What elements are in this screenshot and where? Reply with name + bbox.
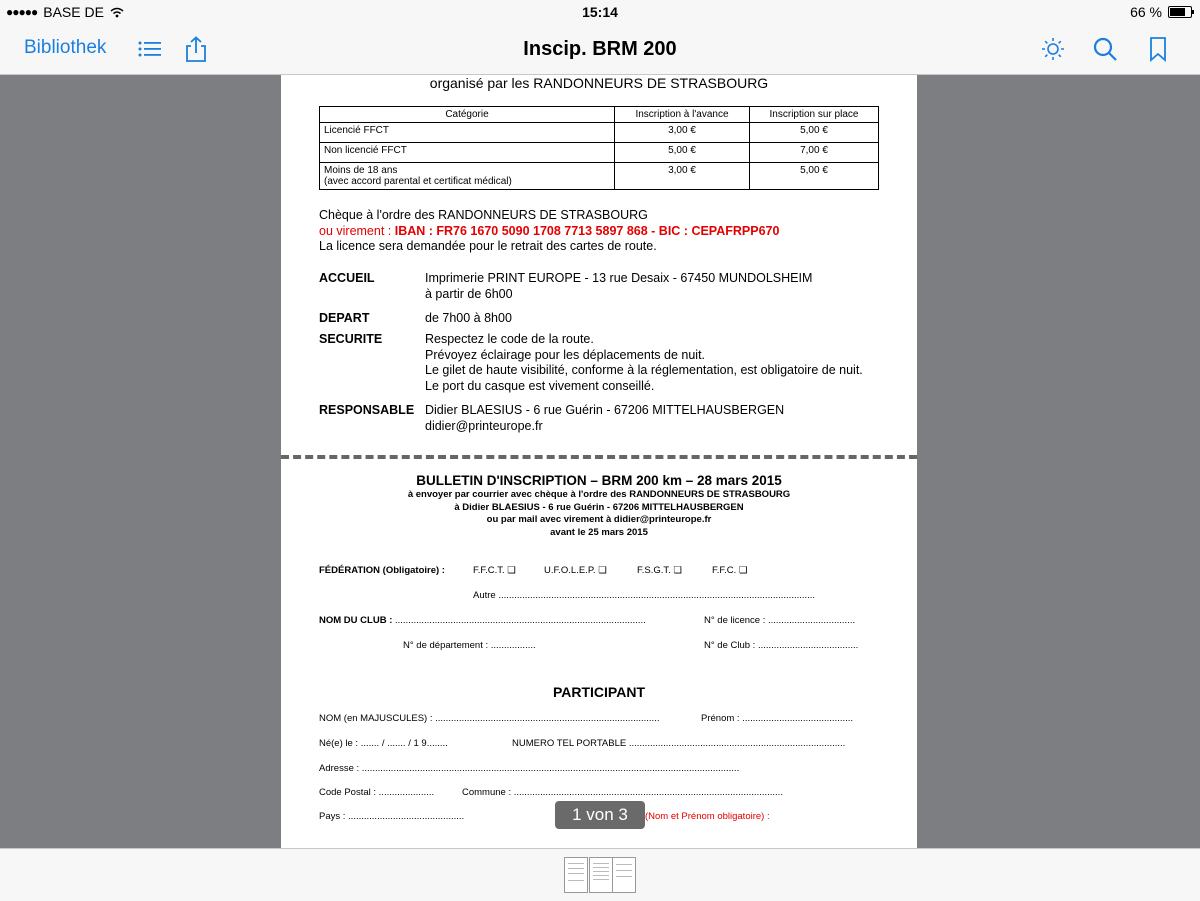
battery-icon — [1168, 6, 1192, 18]
battery-percent: 66 % — [1130, 4, 1162, 20]
club-name-label: NOM DU CLUB : — [319, 615, 393, 626]
phone-field[interactable]: NUMERO TEL PORTABLE .................................................................................. — [512, 738, 846, 749]
iban-text: IBAN : FR76 1670 5090 1708 7713 5897 868 - BIC : CEPAFRPP670 — [394, 223, 780, 238]
table-cell: Non licencié FFCT — [320, 143, 615, 163]
accueil-line: Imprimerie PRINT EUROPE - 13 rue Desaix - 67450 MUNDOLSHEIM — [425, 271, 813, 285]
bulletin-instructions — [281, 489, 917, 539]
payment-block — [319, 208, 779, 255]
table-cell: Licencié FFCT — [320, 123, 615, 143]
table-cell: 5,00 € — [750, 123, 879, 143]
securite-line: Le port du casque est vivement conseillé. — [425, 378, 655, 393]
table-cell: 7,00 € — [750, 143, 879, 163]
bookmark-icon[interactable] — [1145, 36, 1171, 62]
securite-line: Prévoyez éclairage pour les déplacements de nuit. — [425, 347, 706, 362]
search-icon[interactable] — [1092, 36, 1118, 62]
document-title: Inscip. BRM 200 — [523, 38, 677, 60]
table-cell: 3,00 € — [615, 123, 750, 143]
responsable-value — [425, 403, 784, 434]
category-note: (avec accord parental et certificat médical) — [324, 176, 512, 187]
status-bar — [0, 0, 1200, 24]
page-thumbnail-1[interactable] — [564, 857, 588, 893]
club-name-dots: ............................................................................................... — [392, 615, 646, 626]
virement-prefix: ou virement : — [319, 223, 395, 238]
autre-field[interactable]: Autre ........................................................................................................................ — [473, 590, 816, 601]
bulletin-line: ou par mail avec virement à didier@printeurope.fr — [486, 514, 712, 525]
table-header: Inscription sur place — [750, 107, 879, 123]
required-note: (Nom et Prénom obligatoire) : — [645, 811, 770, 822]
page-thumbnail-3[interactable] — [612, 857, 636, 893]
tariff-table — [319, 106, 879, 190]
birthdate-field[interactable]: Né(e) le : ....... / ....... / 1 9........ — [319, 738, 448, 749]
commune-field[interactable]: Commune : ...................................................................................................... — [462, 787, 783, 798]
ufolep-checkbox[interactable]: U.F.O.L.E.P. ❏ — [544, 565, 607, 576]
licence-number-field[interactable]: N° de licence : ................................. — [704, 615, 856, 626]
department-number-field[interactable]: N° de département : ................. — [403, 640, 536, 651]
table-cell — [320, 163, 615, 190]
securite-value — [425, 332, 863, 394]
address-field[interactable]: Adresse : ............................................................................................................................................... — [319, 763, 740, 774]
name-field[interactable]: NOM (en MAJUSCULES) : ..................................................................................... — [319, 713, 660, 724]
table-cell: 5,00 € — [750, 163, 879, 190]
bulletin-line: à Didier BLAESIUS - 6 rue Guérin - 67206 MITTELHAUSBERGEN — [454, 501, 744, 513]
table-header-row — [320, 107, 879, 123]
nav-bar — [0, 24, 1200, 75]
page-counter: 1 von 3 — [555, 801, 645, 829]
table-row — [320, 143, 879, 163]
table-cell: 3,00 € — [615, 163, 750, 190]
firstname-field[interactable]: Prénom : .......................................... — [701, 713, 854, 724]
securite-line: Respectez le code de la route. — [425, 332, 594, 346]
table-cell: 5,00 € — [615, 143, 750, 163]
federation-label — [319, 565, 445, 576]
fsgt-checkbox[interactable]: F.S.G.T. ❏ — [637, 565, 682, 576]
responsable-email: didier@printeurope.fr — [425, 418, 543, 433]
cheque-line: Chèque à l'ordre des RANDONNEURS DE STRASBOURG — [319, 208, 648, 222]
brightness-icon[interactable] — [1040, 36, 1066, 62]
federation-label-text: FÉDÉRATION (Obligatoire) : — [319, 565, 445, 576]
accueil-label: ACCUEIL — [319, 271, 375, 285]
bulletin-line: avant le 25 mars 2015 — [550, 526, 648, 538]
postal-code-field[interactable]: Code Postal : ..................... — [319, 787, 435, 798]
table-row — [320, 163, 879, 190]
club-name-field[interactable] — [319, 615, 646, 626]
country-field[interactable]: Pays : ............................................ — [319, 811, 465, 822]
participant-heading: PARTICIPANT — [552, 684, 646, 700]
depart-value: de 7h00 à 8h00 — [425, 311, 512, 325]
responsable-line: Didier BLAESIUS - 6 rue Guérin - 67206 MITTELHAUSBERGEN — [425, 403, 785, 417]
accueil-value — [425, 271, 812, 302]
cut-line — [281, 455, 917, 459]
carrier-name: BASE DE — [43, 4, 104, 20]
licence-line: La licence sera demandée pour le retrait des cartes de route. — [319, 239, 657, 253]
responsable-label: RESPONSABLE — [319, 403, 415, 417]
securite-line: Le gilet de haute visibilité, conforme à la réglementation, est obligatoire de nuit. — [425, 363, 863, 377]
securite-label: SECURITE — [319, 332, 383, 346]
bulletin-title: BULLETIN D'INSCRIPTION – BRM 200 km – 28 mars 2015 — [416, 473, 782, 488]
clock: 15:14 — [582, 4, 618, 20]
table-header: Inscription à l'avance — [615, 107, 750, 123]
bulletin-line: à envoyer par courrier avec chèque à l'ordre des RANDONNEURS DE STRASBOURG — [407, 489, 791, 500]
table-row — [320, 123, 879, 143]
ffc-checkbox[interactable]: F.F.C. ❏ — [712, 565, 748, 576]
library-button[interactable]: Bibliothek — [24, 37, 107, 58]
depart-label: DEPART — [319, 311, 370, 325]
pdf-page[interactable] — [281, 75, 917, 848]
club-number-field[interactable]: N° de Club : ...................................... — [704, 640, 859, 651]
ffct-checkbox[interactable]: F.F.C.T. ❏ — [473, 565, 516, 576]
virement-line — [319, 224, 779, 240]
table-header: Catégorie — [320, 107, 615, 123]
category-name: Moins de 18 ans — [324, 165, 398, 176]
page-thumbnail-2[interactable] — [589, 857, 613, 893]
accueil-line: à partir de 6h00 — [425, 286, 513, 301]
organizer-line: organisé par les RANDONNEURS DE STRASBOURG — [429, 75, 769, 91]
thumbnail-bar — [0, 848, 1200, 901]
signal-icon: ●●●●● — [6, 5, 38, 19]
